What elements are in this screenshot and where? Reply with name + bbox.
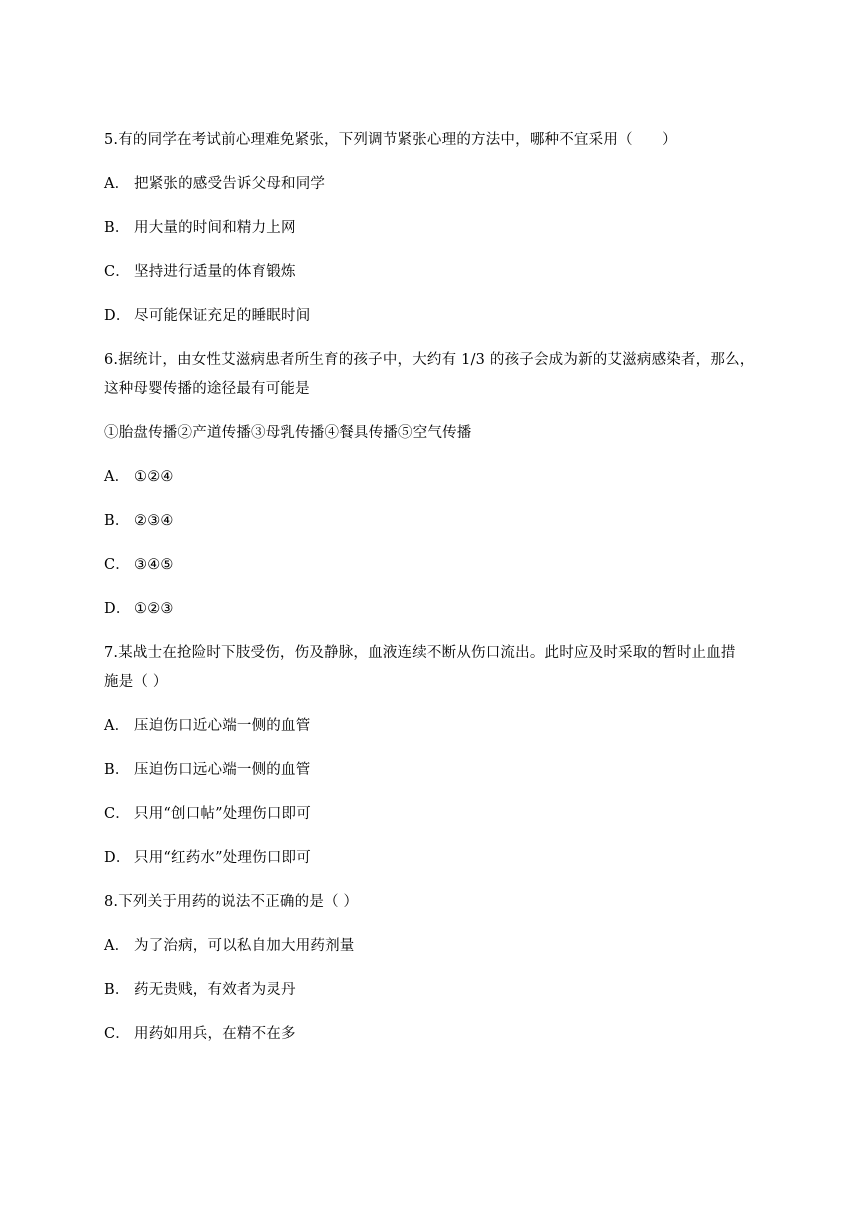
question-7-option-b xyxy=(104,760,764,780)
option-text: 用大量的时间和精力上网 xyxy=(134,220,296,236)
question-6-stem-line-1: 6.据统计，由女性艾滋病患者所生育的孩子中，大约有 1/3 的孩子会成为新的艾滋病感染者，那么， xyxy=(104,352,755,368)
option-letter: B． xyxy=(104,982,130,998)
option-letter: D． xyxy=(104,308,131,324)
option-letter: D． xyxy=(104,601,131,617)
option-letter: D． xyxy=(104,850,131,866)
option-letter: C． xyxy=(104,806,130,822)
question-8-option-b xyxy=(104,980,764,1000)
question-5-option-d xyxy=(104,306,764,326)
option-letter: A． xyxy=(104,718,130,734)
option-text: 用药如用兵，在精不在多 xyxy=(134,1026,296,1042)
option-text: 尽可能保证充足的睡眠时间 xyxy=(134,308,311,324)
option-letter: C． xyxy=(104,557,130,573)
question-6-option-c xyxy=(104,555,764,575)
option-text: 为了治病，可以私自加大用药剂量 xyxy=(134,938,355,954)
option-text: 把紧张的感受告诉父母和同学 xyxy=(134,176,326,192)
option-text: ②③④ xyxy=(134,513,174,529)
question-7-stem-line-1: 7.某战士在抢险时下肢受伤，伤及静脉，血液连续不断从伤口流出。此时应及时采取的暂时止血措 xyxy=(104,645,736,661)
question-7-option-d xyxy=(104,848,764,868)
option-letter: B． xyxy=(104,220,130,236)
option-text: ③④⑤ xyxy=(134,557,174,573)
question-7-option-a xyxy=(104,716,764,736)
option-letter: A． xyxy=(104,469,130,485)
question-7-option-c xyxy=(104,804,764,824)
option-text: 只用“红药水”处理伤口即可 xyxy=(134,850,311,866)
option-letter: C． xyxy=(104,264,130,280)
question-5-stem: 5.有的同学在考试前心理难免紧张，下列调节紧张心理的方法中，哪种不宜采用（ ） xyxy=(104,132,677,148)
option-letter: B． xyxy=(104,762,130,778)
question-8-option-a xyxy=(104,936,764,956)
option-text: ①②③ xyxy=(134,601,174,617)
option-letter: B． xyxy=(104,513,130,529)
option-text: ①②④ xyxy=(134,469,174,485)
question-6-option-a xyxy=(104,467,764,487)
question-5-option-b xyxy=(104,218,764,238)
question-6-stem-line-2: 这种母婴传播的途径最有可能是 xyxy=(104,381,310,397)
option-text: 压迫伤口远心端一侧的血管 xyxy=(134,762,311,778)
option-letter: A． xyxy=(104,938,130,954)
option-text: 药无贵贱，有效者为灵丹 xyxy=(134,982,296,998)
question-8-option-c xyxy=(104,1024,764,1044)
option-letter: A． xyxy=(104,176,130,192)
question-6-option-b xyxy=(104,511,764,531)
question-8-stem: 8.下列关于用药的说法不正确的是（ ） xyxy=(104,894,359,910)
option-text: 只用“创口帖”处理伤口即可 xyxy=(134,806,311,822)
question-5-option-a xyxy=(104,174,764,194)
question-7-stem-line-2: 施是（ ） xyxy=(104,674,168,690)
option-letter: C． xyxy=(104,1026,130,1042)
question-6-stem-line-3: ①胎盘传播②产道传播③母乳传播④餐具传播⑤空气传播 xyxy=(104,425,472,441)
option-text: 压迫伤口近心端一侧的血管 xyxy=(134,718,311,734)
option-text: 坚持进行适量的体育锻炼 xyxy=(134,264,296,280)
question-5-option-c xyxy=(104,262,764,282)
question-6-option-d xyxy=(104,599,764,619)
